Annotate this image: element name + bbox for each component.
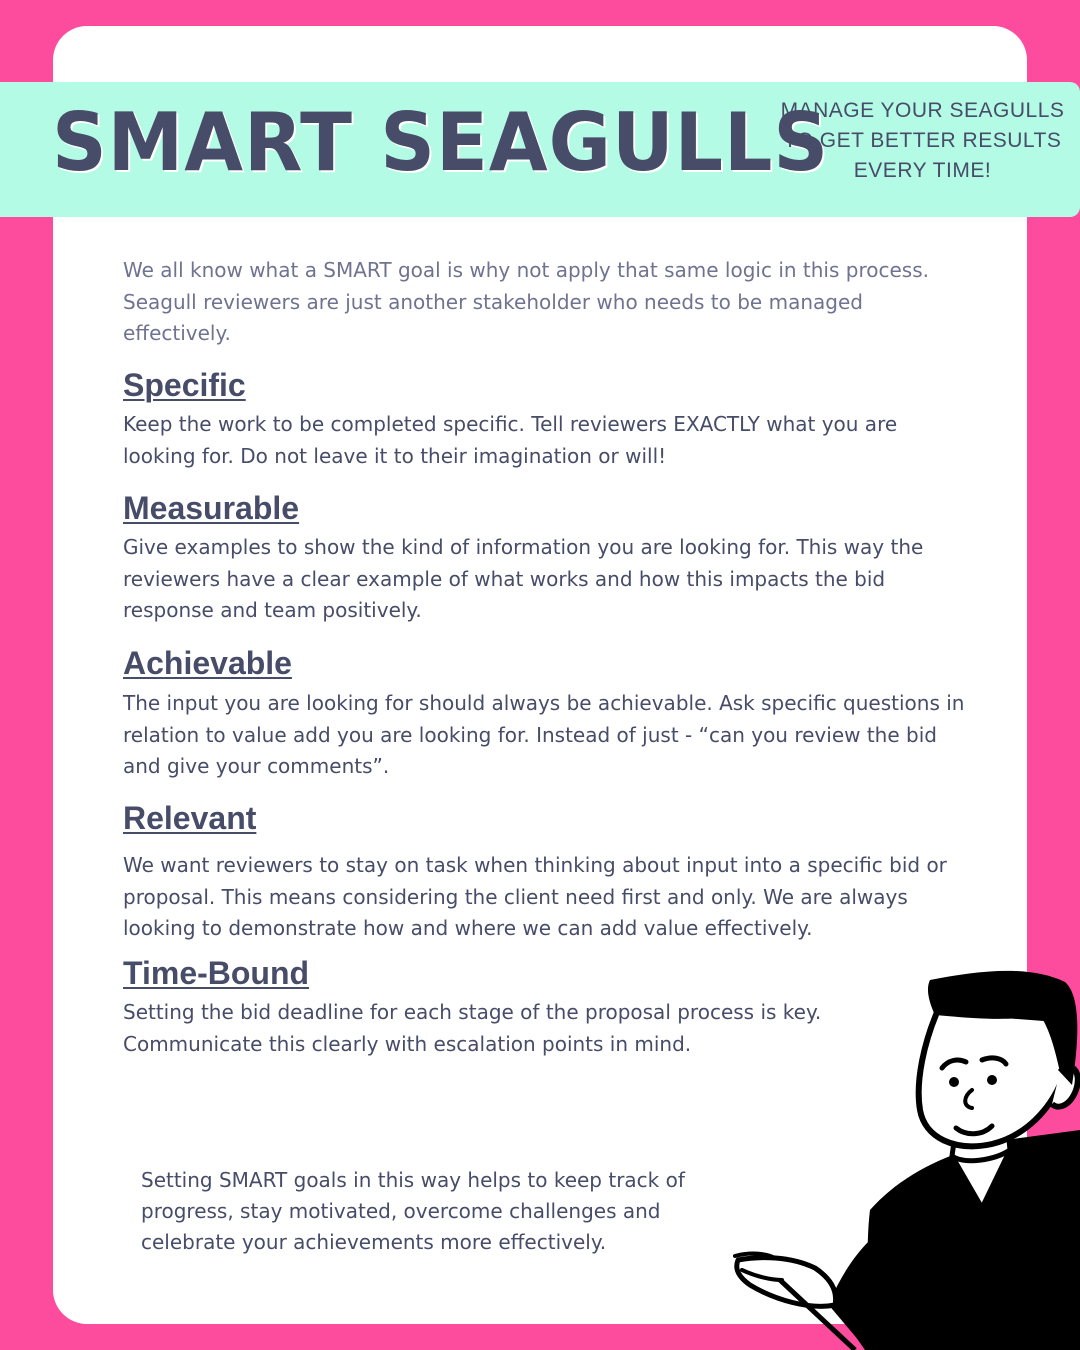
section-body-measurable: Give examples to show the kind of information you are looking for. This way the reviewers have a clear example of what works and how this impacts the bid response and team positively.: [123, 535, 924, 622]
section-body-time-bound: Setting the bid deadline for each stage of the proposal process is key. Communicate this clearly with escalation points in mind.: [123, 1000, 822, 1056]
section-body-relevant: We want reviewers to stay on task when thinking about input into a specific bid or proposal. This means considering the client need first and only. We are always looking to demonstrate how and where we can add value effectively.: [123, 853, 947, 940]
section-heading-time-bound: Time-Bound: [123, 955, 310, 991]
closing-paragraph: Setting SMART goals in this way helps to keep track of progress, stay motivated, overcome challenges and celebrate your achievements more effectively.: [141, 1168, 685, 1254]
intro-paragraph: We all know what a SMART goal is why not apply that same logic in this process. Seagull reviewers are just another stakeholder who needs to be managed effectively.: [123, 258, 929, 345]
section-heading-relevant: Relevant: [123, 800, 257, 836]
tagline: [780, 96, 1065, 186]
tagline-line: EVERY TIME!: [853, 159, 992, 182]
tagline-line: MANAGE YOUR SEAGULLS: [780, 99, 1065, 122]
tagline-line: TO GET BETTER RESULTS: [783, 129, 1062, 152]
section-body-specific: Keep the work to be completed specific. Tell reviewers EXACTLY what you are looking for. Do not leave it to their imagination or will!: [123, 412, 898, 468]
section-heading-measurable: Measurable: [123, 490, 300, 526]
section-heading-achievable: Achievable: [123, 645, 292, 681]
page-title: SMART SEAGULLS: [52, 96, 830, 189]
section-heading-specific: Specific: [123, 367, 246, 403]
person-presenting-icon: [720, 960, 1080, 1350]
section-body-achievable: The input you are looking for should always be achievable. Ask specific questions in relation to value add you are looking for. Instead of just - “can you review the bid and give your comments”.: [123, 691, 965, 778]
